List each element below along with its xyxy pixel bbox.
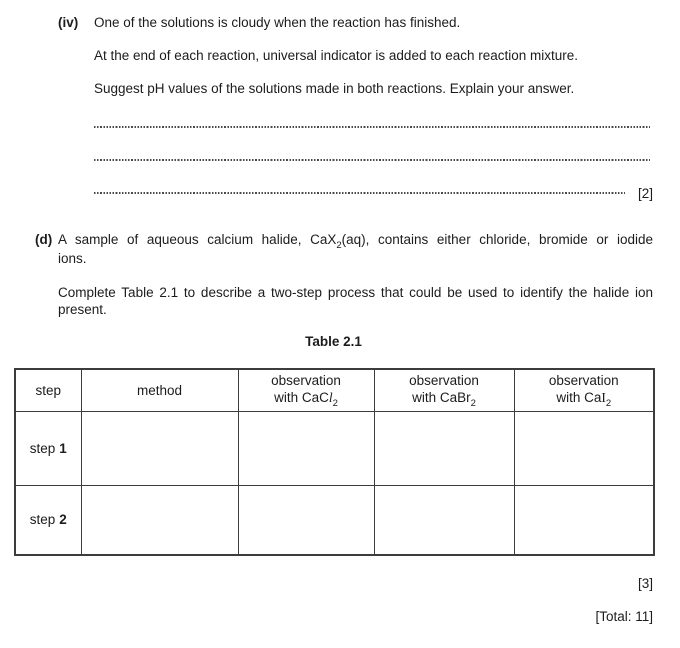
question-d-label: (d) [35,232,53,247]
question-d-p1-line1: A sample of aqueous calcium halide, CaX$_2$(aq), contains either chloride, bromide or iodide [58,232,653,251]
question-iv-label: (iv) [58,15,79,30]
subscript-2: 2 [605,397,612,409]
table-title: Table 2.1 [305,334,362,349]
question-iv-line-1 [58,14,658,31]
row-label-step-1: step 1 [15,411,81,485]
question-d-paragraph-2 [58,284,653,318]
serif-i-glyph: I [601,390,606,406]
italic-l-glyph: l [328,390,333,406]
cell-step1-obs-cabr2[interactable] [374,411,514,485]
question-d-p1-line2: ions. [58,251,87,266]
table-header-row [15,369,654,411]
marks-total: [Total: 11] [595,609,653,624]
subscript-2: 2 [470,397,476,409]
cell-step1-method[interactable] [81,411,238,485]
cell-step2-obs-cacl2[interactable] [238,485,374,555]
col-header-obs-cacl2: observation with CaCl$_2$ [238,369,374,411]
question-d-p2-line2: present. [58,302,107,317]
cell-step1-obs-cacl2[interactable] [238,411,374,485]
table-row-step-2 [15,485,654,555]
question-d-paragraph-1 [58,231,653,267]
col-header-step: step [15,369,81,411]
question-iv-line-2: At the end of each reaction, universal indicator is added to each reaction mixture. [94,48,579,63]
col-header-obs-cabr2: observation with CaBr$_2$ [374,369,514,411]
table-row-step-1 [15,411,654,485]
marks-d: [3] [637,576,653,591]
marks-iv: [2] [637,186,653,201]
question-iv-text-1: One of the solutions is cloudy when the reaction has finished. [94,15,461,30]
cell-step1-obs-cai2[interactable] [514,411,654,485]
cell-step2-obs-cai2[interactable] [514,485,654,555]
halide-table [14,368,655,556]
col-header-obs-cai2: observation with CaI$_2$ [514,369,654,411]
answer-line-1[interactable] [94,126,650,128]
answer-line-3[interactable] [94,192,625,194]
question-d-p2-line1: Complete Table 2.1 to describe a two-step process that could be used to identify the halide ion [58,285,653,300]
question-iv-line-3: Suggest pH values of the solutions made in both reactions. Explain your answer. [94,81,575,96]
subscript-2: 2 [336,239,342,251]
answer-line-2[interactable] [94,159,650,161]
cell-step2-method[interactable] [81,485,238,555]
col-header-method: method [81,369,238,411]
row-label-step-2: step 2 [15,485,81,555]
subscript-2: 2 [332,397,338,409]
cell-step2-obs-cabr2[interactable] [374,485,514,555]
